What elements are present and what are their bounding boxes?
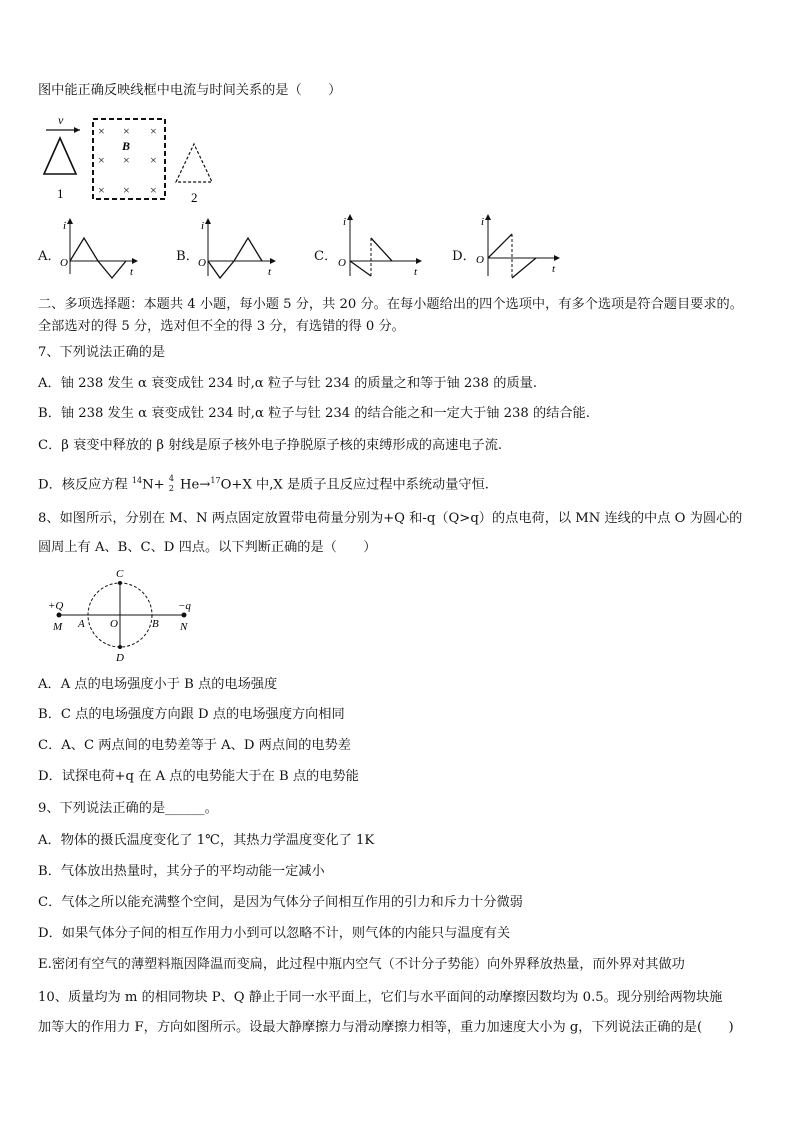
triangle-frame-2 <box>176 144 212 182</box>
velocity-label: v <box>58 113 64 127</box>
q9-option-d: D．如果气体分子间的相互作用力小到可以忽略不计，则气体的内能只与温度有关 <box>38 926 511 941</box>
q9-option-c: C．气体之所以能充满整个空间，是因为气体分子间相互作用的引力和斥力十分微弱 <box>38 895 523 910</box>
field-label: B <box>122 139 131 153</box>
section-2-line-2: 全部选对的得 5 分，选对但不全的得 3 分，有选错的得 0 分。 <box>38 319 405 334</box>
svg-text:i: i <box>201 220 205 232</box>
svg-text:t: t <box>552 263 556 275</box>
q8-option-b: B．C 点的电场强度方向跟 D 点的电场强度方向相同 <box>38 707 345 722</box>
svg-text:×: × <box>98 153 105 167</box>
svg-text:t: t <box>414 266 418 278</box>
svg-text:×: × <box>150 153 157 167</box>
q8-line-1: 8、如图所示，分别在 M、N 两点固定放置带电荷量分别为+Q 和-q（Q>q）的点电荷，以 MN 连线的中点 O 为圆心的 <box>38 511 743 526</box>
label-2: 2 <box>191 190 198 205</box>
q7-option-c: C．β 衰变中释放的 β 射线是原子核外电子挣脱原子核的束缚形成的高速电子流. <box>38 438 503 453</box>
svg-text:×: × <box>98 183 105 197</box>
q7-stem: 7、下列说法正确的是 <box>38 345 166 360</box>
svg-text:D: D <box>116 652 124 664</box>
q8-figure <box>44 565 204 665</box>
q8-option-a: A．A 点的电场强度小于 B 点的电场强度 <box>38 677 278 692</box>
q6-option-a-letter: A． <box>38 249 61 264</box>
q6-stem: 图中能正确反映线框中电流与时间关系的是（ ） <box>38 83 342 98</box>
q6-option-d-graph <box>472 212 564 280</box>
svg-text:O: O <box>338 257 346 269</box>
q7-option-b: B．铀 238 发生 α 衰变成钍 234 时,α 粒子与钍 234 的结合能之和一定大于铀 238 的结合能. <box>38 406 590 421</box>
q6-figure <box>36 110 236 210</box>
svg-text:A: A <box>78 618 85 630</box>
svg-text:i: i <box>343 216 347 228</box>
svg-text:B: B <box>152 618 159 630</box>
svg-text:O: O <box>60 257 68 269</box>
svg-text:C: C <box>116 568 124 580</box>
q8-option-d: D．试探电荷+q 在 A 点的电势能大于在 B 点的电势能 <box>38 769 359 784</box>
q6-option-a-graph <box>58 216 140 280</box>
q9-option-a: A．物体的摄氏温度变化了 1℃，其热力学温度变化了 1K <box>38 833 375 848</box>
svg-text:+Q: +Q <box>48 600 64 612</box>
svg-text:×: × <box>123 183 130 197</box>
triangle-frame-1 <box>44 138 76 174</box>
svg-text:t: t <box>130 266 134 278</box>
svg-text:−q: −q <box>178 600 191 612</box>
svg-text:×: × <box>123 153 130 167</box>
label-1: 1 <box>57 186 64 201</box>
svg-text:×: × <box>123 124 130 138</box>
svg-text:×: × <box>150 183 157 197</box>
q9-option-b: B．气体放出热量时，其分子的平均动能一定减小 <box>38 864 325 879</box>
q9-option-e: E.密闭有空气的薄塑料瓶因降温而变扁，此过程中瓶内空气（不计分子势能）向外界释放热量，而外界对其做功 <box>38 957 685 972</box>
svg-text:×: × <box>98 124 105 138</box>
svg-text:N: N <box>180 621 188 633</box>
svg-text:i: i <box>63 220 67 232</box>
q10-line-1: 10、质量均为 m 的相同物块 P、Q 静止于同一水平面上，它们与水平面间的动摩擦因数均为 0.5。现分别给两物块施 <box>38 990 723 1005</box>
q6-option-b-graph <box>196 216 278 280</box>
q6-option-c-letter: C． <box>314 249 338 264</box>
q6-option-b-letter: B． <box>176 249 199 264</box>
svg-text:O: O <box>198 257 206 269</box>
svg-text:O: O <box>110 618 118 630</box>
q6-option-c-graph <box>334 212 426 280</box>
section-2-line-1: 二、多项选择题：本题共 4 小题，每小题 5 分，共 20 分。在每小题给出的四个选项中，有多个选项是符合题目要求的。 <box>38 297 743 312</box>
svg-text:t: t <box>268 266 272 278</box>
svg-text:O: O <box>476 254 484 266</box>
q10-line-2: 加等大的作用力 F，方向如图所示。设最大静摩擦力与滑动摩擦力相等，重力加速度大小为 g，下列说法正确的是( ) <box>38 1020 734 1035</box>
q6-option-d-letter: D． <box>452 249 476 264</box>
svg-text:i: i <box>481 216 485 228</box>
q7-option-d: D．核反应方程 $^{14}$N+ 4 2 He→$^{17}$O+X 中,X 是质子且反应过程中系统动量守恒. <box>38 474 489 494</box>
svg-text:×: × <box>150 124 157 138</box>
field-crosses <box>98 124 157 197</box>
q7-option-a: A．铀 238 发生 α 衰变成钍 234 时,α 粒子与钍 234 的质量之和等于铀 238 的质量. <box>38 376 538 391</box>
q8-line-2: 圆周上有 A、B、C、D 四点。以下判断正确的是（ ） <box>38 540 377 555</box>
svg-text:M: M <box>53 621 63 633</box>
q8-option-c: C．A、C 两点间的电势差等于 A、D 两点间的电势差 <box>38 738 351 753</box>
q9-stem: 9、下列说法正确的是______。 <box>38 801 218 816</box>
